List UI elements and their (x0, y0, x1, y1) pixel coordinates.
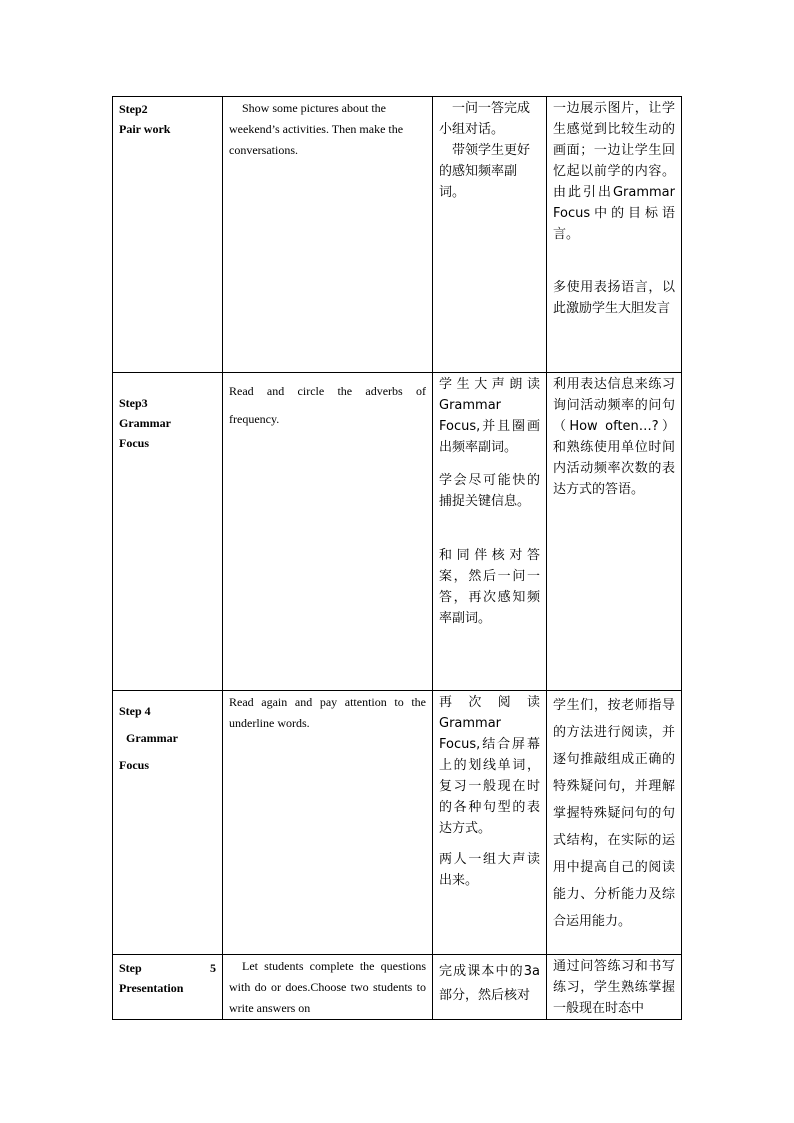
step-cell (113, 691, 223, 955)
step-title: Presentation (119, 981, 184, 995)
student-cell (433, 955, 547, 1020)
student-text: 再次阅读Grammar Focus,结合屏幕上的划线单词，复习一般现在时的各种句型的表达方式。 (439, 695, 540, 836)
purpose-text: 学生们，按老师指导的方法进行阅读，并逐句推敲组成正确的特殊疑问句，并理解掌握特殊疑问句的句式结构，在实际的运用中提高自己的阅读能力、分析能力及综合运用能力。 (553, 698, 675, 929)
student-text: 学会尽可能快的捕捉关键信息。 (439, 473, 540, 509)
table-row (113, 955, 682, 1020)
step-cell (113, 955, 223, 1020)
step-title: Focus (119, 758, 149, 772)
step-cell (113, 97, 223, 373)
step-number: 5 (210, 961, 216, 975)
activity-text: Read again and pay attention to the underline words. (229, 695, 426, 730)
activity-cell (223, 373, 433, 691)
step-title: Grammar (119, 416, 171, 430)
purpose-cell (547, 691, 682, 955)
activity-text: Let students complete the questions with do or does.Choose two students to write answers on (229, 959, 426, 1015)
step-cell (113, 373, 223, 691)
step-title: Pair work (119, 122, 171, 136)
student-text: 两人一组大声读出来。 (439, 852, 540, 888)
table-row (113, 691, 682, 955)
purpose-text: 一边展示图片，让学生感觉到比较生动的画面；一边让学生回忆起以前学的内容。由此引出Grammar Focus中的目标语言。 (553, 101, 675, 242)
step-title: Grammar (126, 731, 178, 745)
activity-text: Show some pictures about the weekend’s activities. Then make the conversations. (229, 101, 404, 157)
purpose-cell (547, 955, 682, 1020)
activity-cell (223, 691, 433, 955)
table-row (113, 97, 682, 373)
purpose-cell (547, 97, 682, 373)
step-label: Step (119, 961, 142, 975)
student-text: 带领学生更好的感知频率副词。 (439, 143, 531, 200)
purpose-text: 多使用表扬语言，以此激励学生大胆发言 (553, 280, 675, 316)
step-label: Step2 (119, 102, 148, 116)
student-cell (433, 97, 547, 373)
student-cell (433, 691, 547, 955)
lesson-plan-table (112, 96, 682, 1020)
activity-cell (223, 97, 433, 373)
step-label: Step 4 (119, 704, 151, 718)
step-title: Focus (119, 436, 149, 450)
activity-text: Read and circle the adverbs of frequency. (229, 384, 426, 426)
activity-cell (223, 955, 433, 1020)
purpose-text: 利用表达信息来练习询问活动频率的问句（How often…?）和熟练使用单位时间内活动频率次数的表达方式的答语。 (553, 377, 675, 497)
student-text: 学生大声朗读Grammar Focus,并且圈画出频率副词。 (439, 377, 540, 455)
student-text: 一问一答完成小组对话。 (439, 101, 531, 137)
student-text: 完成课本中的3a部分，然后核对 (439, 964, 540, 1003)
purpose-cell (547, 373, 682, 691)
purpose-text: 通过问答练习和书写练习，学生熟练掌握一般现在时态中 (553, 959, 675, 1016)
step-label: Step3 (119, 396, 148, 410)
student-cell (433, 373, 547, 691)
student-text: 和同伴核对答案，然后一问一答，再次感知频率副词。 (439, 548, 540, 626)
table-row (113, 373, 682, 691)
